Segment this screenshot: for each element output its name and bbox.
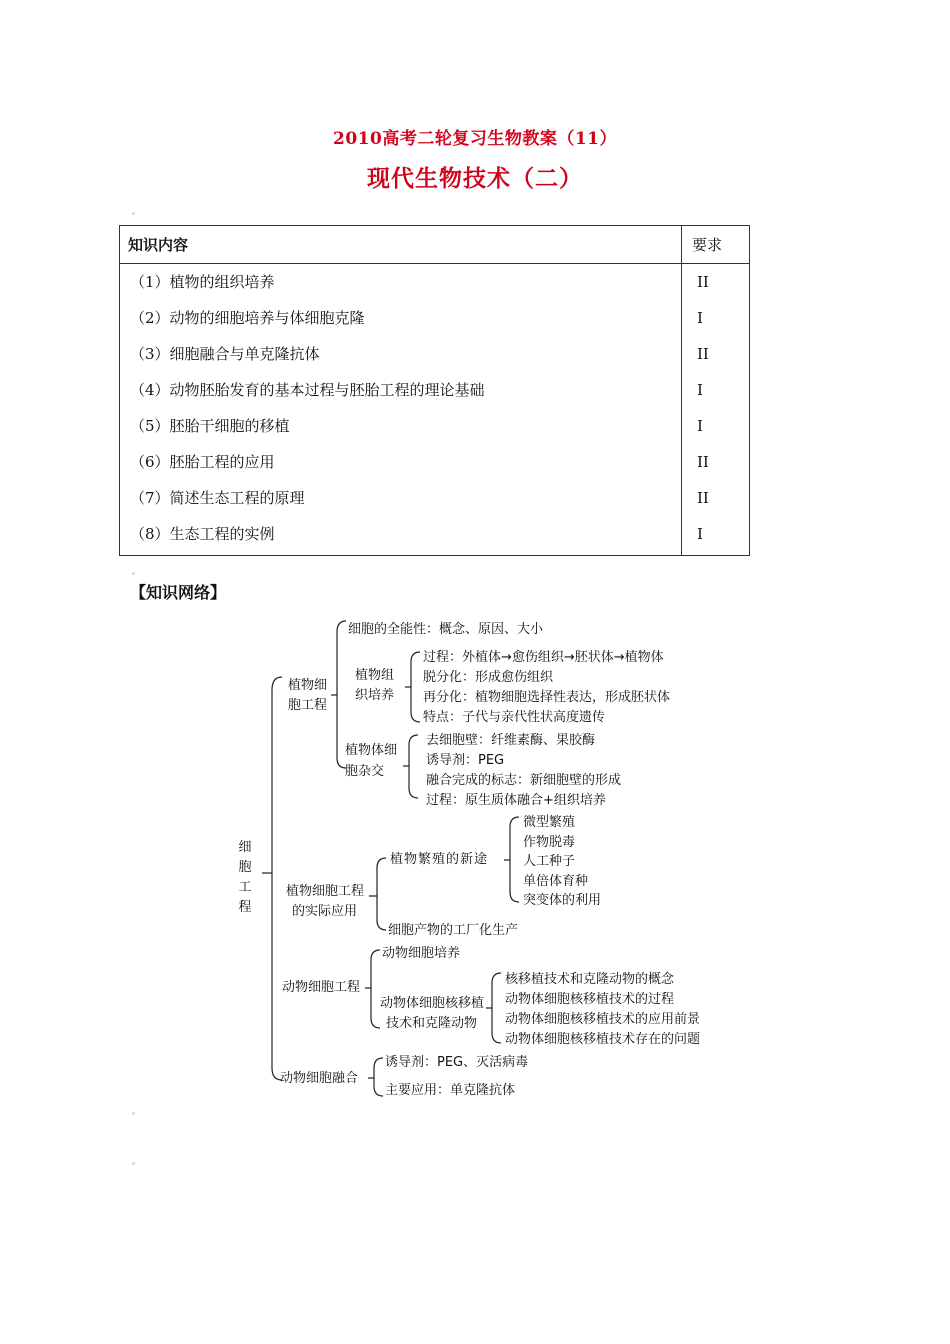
level-value: I	[697, 309, 703, 327]
list-item: 人工种子	[523, 854, 576, 869]
level-value: I	[697, 525, 703, 543]
table-row: （1）植物的组织培养	[130, 273, 275, 291]
list-item: 诱导剂：PEG、灭活病毒	[385, 1055, 529, 1070]
propagation-bracket	[510, 817, 519, 902]
list-item: 融合完成的标志：新细胞壁的形成	[426, 773, 622, 788]
table-row: （6）胚胎工程的应用	[130, 453, 275, 471]
plant-app-bracket	[377, 858, 386, 930]
list-item: 特点：子代与亲代性状高度遗传	[423, 710, 606, 725]
page-subtitle: 现代生物技术（二）	[367, 166, 583, 192]
tissue-culture-label: 植物组	[355, 668, 395, 683]
speck	[132, 1112, 135, 1115]
animal-eng-label: 动物细胞工程	[282, 980, 361, 995]
list-item: 作物脱毒	[523, 835, 576, 850]
speck	[132, 1162, 135, 1165]
level-value: II	[697, 273, 709, 291]
table-row: （3）细胞融合与单克隆抗体	[130, 345, 320, 363]
section-heading: 【知识网络】	[130, 583, 227, 602]
plant-app-label: 的实际应用	[292, 904, 358, 919]
plant-app-label: 植物细胞工程	[286, 884, 365, 899]
list-item: 单倍体育种	[523, 874, 589, 889]
list-item: 动物体细胞核移植技术的过程	[505, 992, 675, 1007]
table-row: （4）动物胚胎发育的基本过程与胚胎工程的理论基础	[130, 381, 485, 399]
propagation-label: 植物繁殖的新途	[390, 852, 489, 867]
list-item: 诱导剂：PEG	[426, 753, 505, 768]
totipotency-text: 细胞的全能性：概念、原因、大小	[348, 622, 544, 637]
speck	[132, 572, 135, 575]
nuclear-transfer-label: 动物体细胞核移植	[380, 996, 485, 1011]
level-value: II	[697, 489, 709, 507]
level-value: II	[697, 453, 709, 471]
page-title: 2010高考二轮复习生物教案（11）	[333, 129, 617, 149]
tissue-culture-label: 织培养	[355, 688, 395, 703]
plant-eng-label: 胞工程	[288, 698, 328, 713]
list-item: 微型繁殖	[523, 815, 576, 830]
list-item: 动物体细胞核移植技术的应用前景	[505, 1012, 701, 1027]
animal-culture-text: 动物细胞培养	[382, 946, 461, 961]
list-item: 过程：原生质体融合+组织培养	[426, 793, 606, 808]
root-label: 细胞工程	[238, 840, 252, 915]
hybrid-bracket	[409, 735, 418, 798]
list-item: 动物体细胞核移植技术存在的问题	[505, 1032, 701, 1047]
nuclear-transfer-label: 技术和克隆动物	[386, 1016, 478, 1031]
nuclear-bracket	[492, 973, 501, 1043]
speck	[132, 212, 135, 215]
factory-text: 细胞产物的工厂化生产	[388, 923, 519, 938]
level-value: I	[697, 381, 703, 399]
header-content: 知识内容	[120, 226, 682, 264]
list-item: 过程：外植体→愈伤组织→胚状体→植物体	[423, 650, 664, 665]
hybridization-label: 植物体细	[345, 743, 398, 758]
root-bracket	[272, 677, 282, 1080]
table-row: （2）动物的细胞培养与体细胞克隆	[130, 309, 365, 327]
table-row: （5）胚胎干细胞的移植	[130, 417, 290, 435]
fusion-bracket	[374, 1058, 383, 1096]
fusion-label: 动物细胞融合	[280, 1071, 359, 1086]
list-item: 再分化：植物细胞选择性表达，形成胚状体	[423, 690, 671, 705]
level-value: II	[697, 345, 709, 363]
plant-eng-label: 植物细	[288, 678, 328, 693]
level-value: I	[697, 417, 703, 435]
header-requirement: 要求	[682, 226, 750, 264]
table-row: （8）生态工程的实例	[130, 525, 275, 543]
hybridization-label: 胞杂交	[345, 764, 385, 779]
table-row: （7）简述生态工程的原理	[130, 489, 305, 507]
list-item: 脱分化：形成愈伤组织	[423, 670, 554, 685]
list-item: 主要应用：单克隆抗体	[385, 1083, 516, 1098]
list-item: 去细胞壁：纤维素酶、果胶酶	[426, 733, 596, 748]
tissue-bracket	[411, 652, 420, 722]
list-item: 核移植技术和克隆动物的概念	[505, 972, 675, 987]
list-item: 突变体的利用	[523, 893, 602, 908]
animal-eng-bracket	[371, 950, 380, 1028]
